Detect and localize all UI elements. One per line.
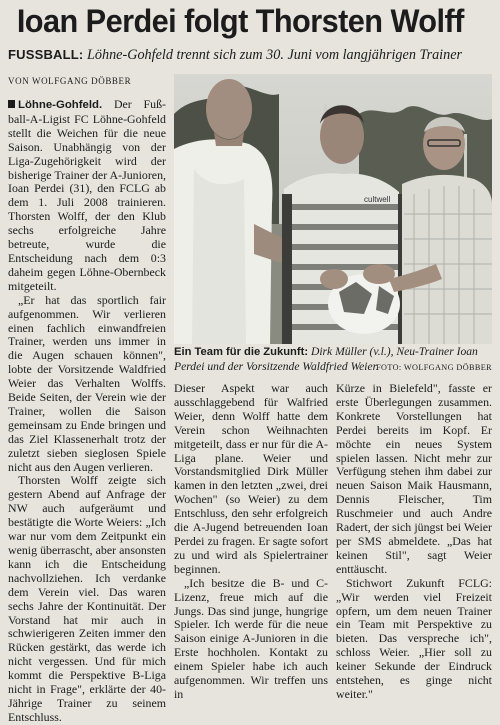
article-column-3 <box>336 382 492 702</box>
subheadline-text: Löhne-Gohfeld trennt sich zum 30. Juni vom langjährigen Trainer <box>87 47 463 63</box>
paragraph: „Ich besitze die B- und C-Lizenz, freue mich auf die Jungs. Das sind junge, hungrige Spieler. Ich werde für die neue Saison einige A-Junioren in die Erste hochholen. Kontakt zu einem Spieler habe ich auch aufgenommen. Wir treffen uns in <box>174 575 328 701</box>
paragraph-text: Der Fuß-ball-A-Ligist FC Löhne-Gohfeld stellt die Weichen für die neue Saison. Unabhängig von der Liga-Zugehörigkeit wird der bisherige Trainer der A-Junioren, Ioan Perdei (31), den FCLG ab dem 1. Juli 2008 trainieren. Thorsten Wolff, der den Klub sechs erfolgreiche Jahre betreute, wurde die Entscheidung nach dem 0:3 daheim gegen Löhne-Obernbeck mitgeteilt. <box>8 97 166 293</box>
kicker: FUSSBALL: <box>8 47 84 62</box>
paragraph: „Er hat das sportlich fair aufgenommen. Wir verlieren einen fachlich einwandfreien Trainer, werden uns immer in die Augen schauen können", lobte der Vorsitzende Waldfried Weier das Verhalten Wolffs. Beide Seiten, der Verein wie der Trainer, wollen die Saison gemeinsam zu Ende bringen und das Ziel Klassenerhalt trotz der zuletzt sieben sieglosen Spiele nicht aus den Augen verlieren. <box>8 292 166 474</box>
caption-text: Dirk Müller (v.l.), Neu-Trainer Ioan Perdei und der Vorsitzende Waldfried Weier. <box>174 345 478 373</box>
shirt-logo-text: cultwell <box>364 195 391 204</box>
caption-title: Ein Team für die Zukunft: <box>174 346 309 358</box>
byline: VON WOLFGANG DÖBBER <box>8 76 132 86</box>
paragraph: Dieser Aspekt war auch ausschlaggebend für Walfried Weier, denn Wolff hatte dem Verein schon Weihnachten mitgeteilt, dass er nur für die A-Liga plane. Weier und Vorstandsmitglied Dirk Müller kamen in den letzten „zwei, drei Wochen" (so Weier) zu dem Entschluss, den sehr erfolgreich die A-Jugend betreuenden Ioan Perdei zu fragen. Er sagte sofort zu und wird als Spielertrainer beginnen. <box>174 381 328 576</box>
paragraph: Thorsten Wolff zeigte sich gestern Abend auf Anfrage der NW auch aufgeräumt und bestätigte die Worte Weiers: „Ich war nur vom dem Zeitpunkt ein wenig überrascht, aber ansonsten kann ich die Entscheidung nachvollziehen. Ich verdanke dem Verein viel. Das waren sechs Jahre der Kontinuität. Der Vorstand hat mir auch in schwierigeren Zeiten immer den Rücken gestärkt, das werde ich nicht vergessen. Und für mich kommt die Perspektive B-Liga nicht in Frage", erklärte der 40-Jährige Trainer zu seinem Entschluss. <box>8 473 166 724</box>
team-photo <box>174 74 492 344</box>
paragraph <box>8 98 166 294</box>
article-column-1 <box>8 97 166 724</box>
article-column-2 <box>174 382 328 702</box>
subheadline <box>8 46 494 64</box>
team-photo-image <box>174 74 492 344</box>
paragraph: Stichwort Zukunft FCLG: „Wir werden viel Freizeit opfern, um dem neuen Trainer ein Team mit Perspektive zu bieten. Das verspreche ich", schloss Weier. „Hier soll zu keiner Sekunde der Eindruck entstehen, es ginge nicht weiter." <box>336 575 492 701</box>
placeline: Löhne-Gohfeld. <box>18 99 103 111</box>
headline: Ioan Perdei folgt Thorsten Wolff <box>16 3 464 39</box>
paragraph-marker-icon <box>8 100 15 108</box>
paragraph: Kürze in Bielefeld", fasste er erste Überlegungen zusammen. Konkrete Vorstellungen hat Perdei bereits im Kopf. Er möchte ein neues System spielen lassen. Nicht mehr zur Verfügung stehen ihm dabei zur neuen Saison Maik Hausmann, Dennis Fleischer, Tim Ruschmeier und auch Andre Radert, der sich jüngst bei Weier per SMS abmeldete. „Das hat keinen Stil", sagt Weier enttäuscht. <box>336 381 492 576</box>
photo-credit: FOTO: WOLFGANG DÖBBER <box>376 363 492 372</box>
